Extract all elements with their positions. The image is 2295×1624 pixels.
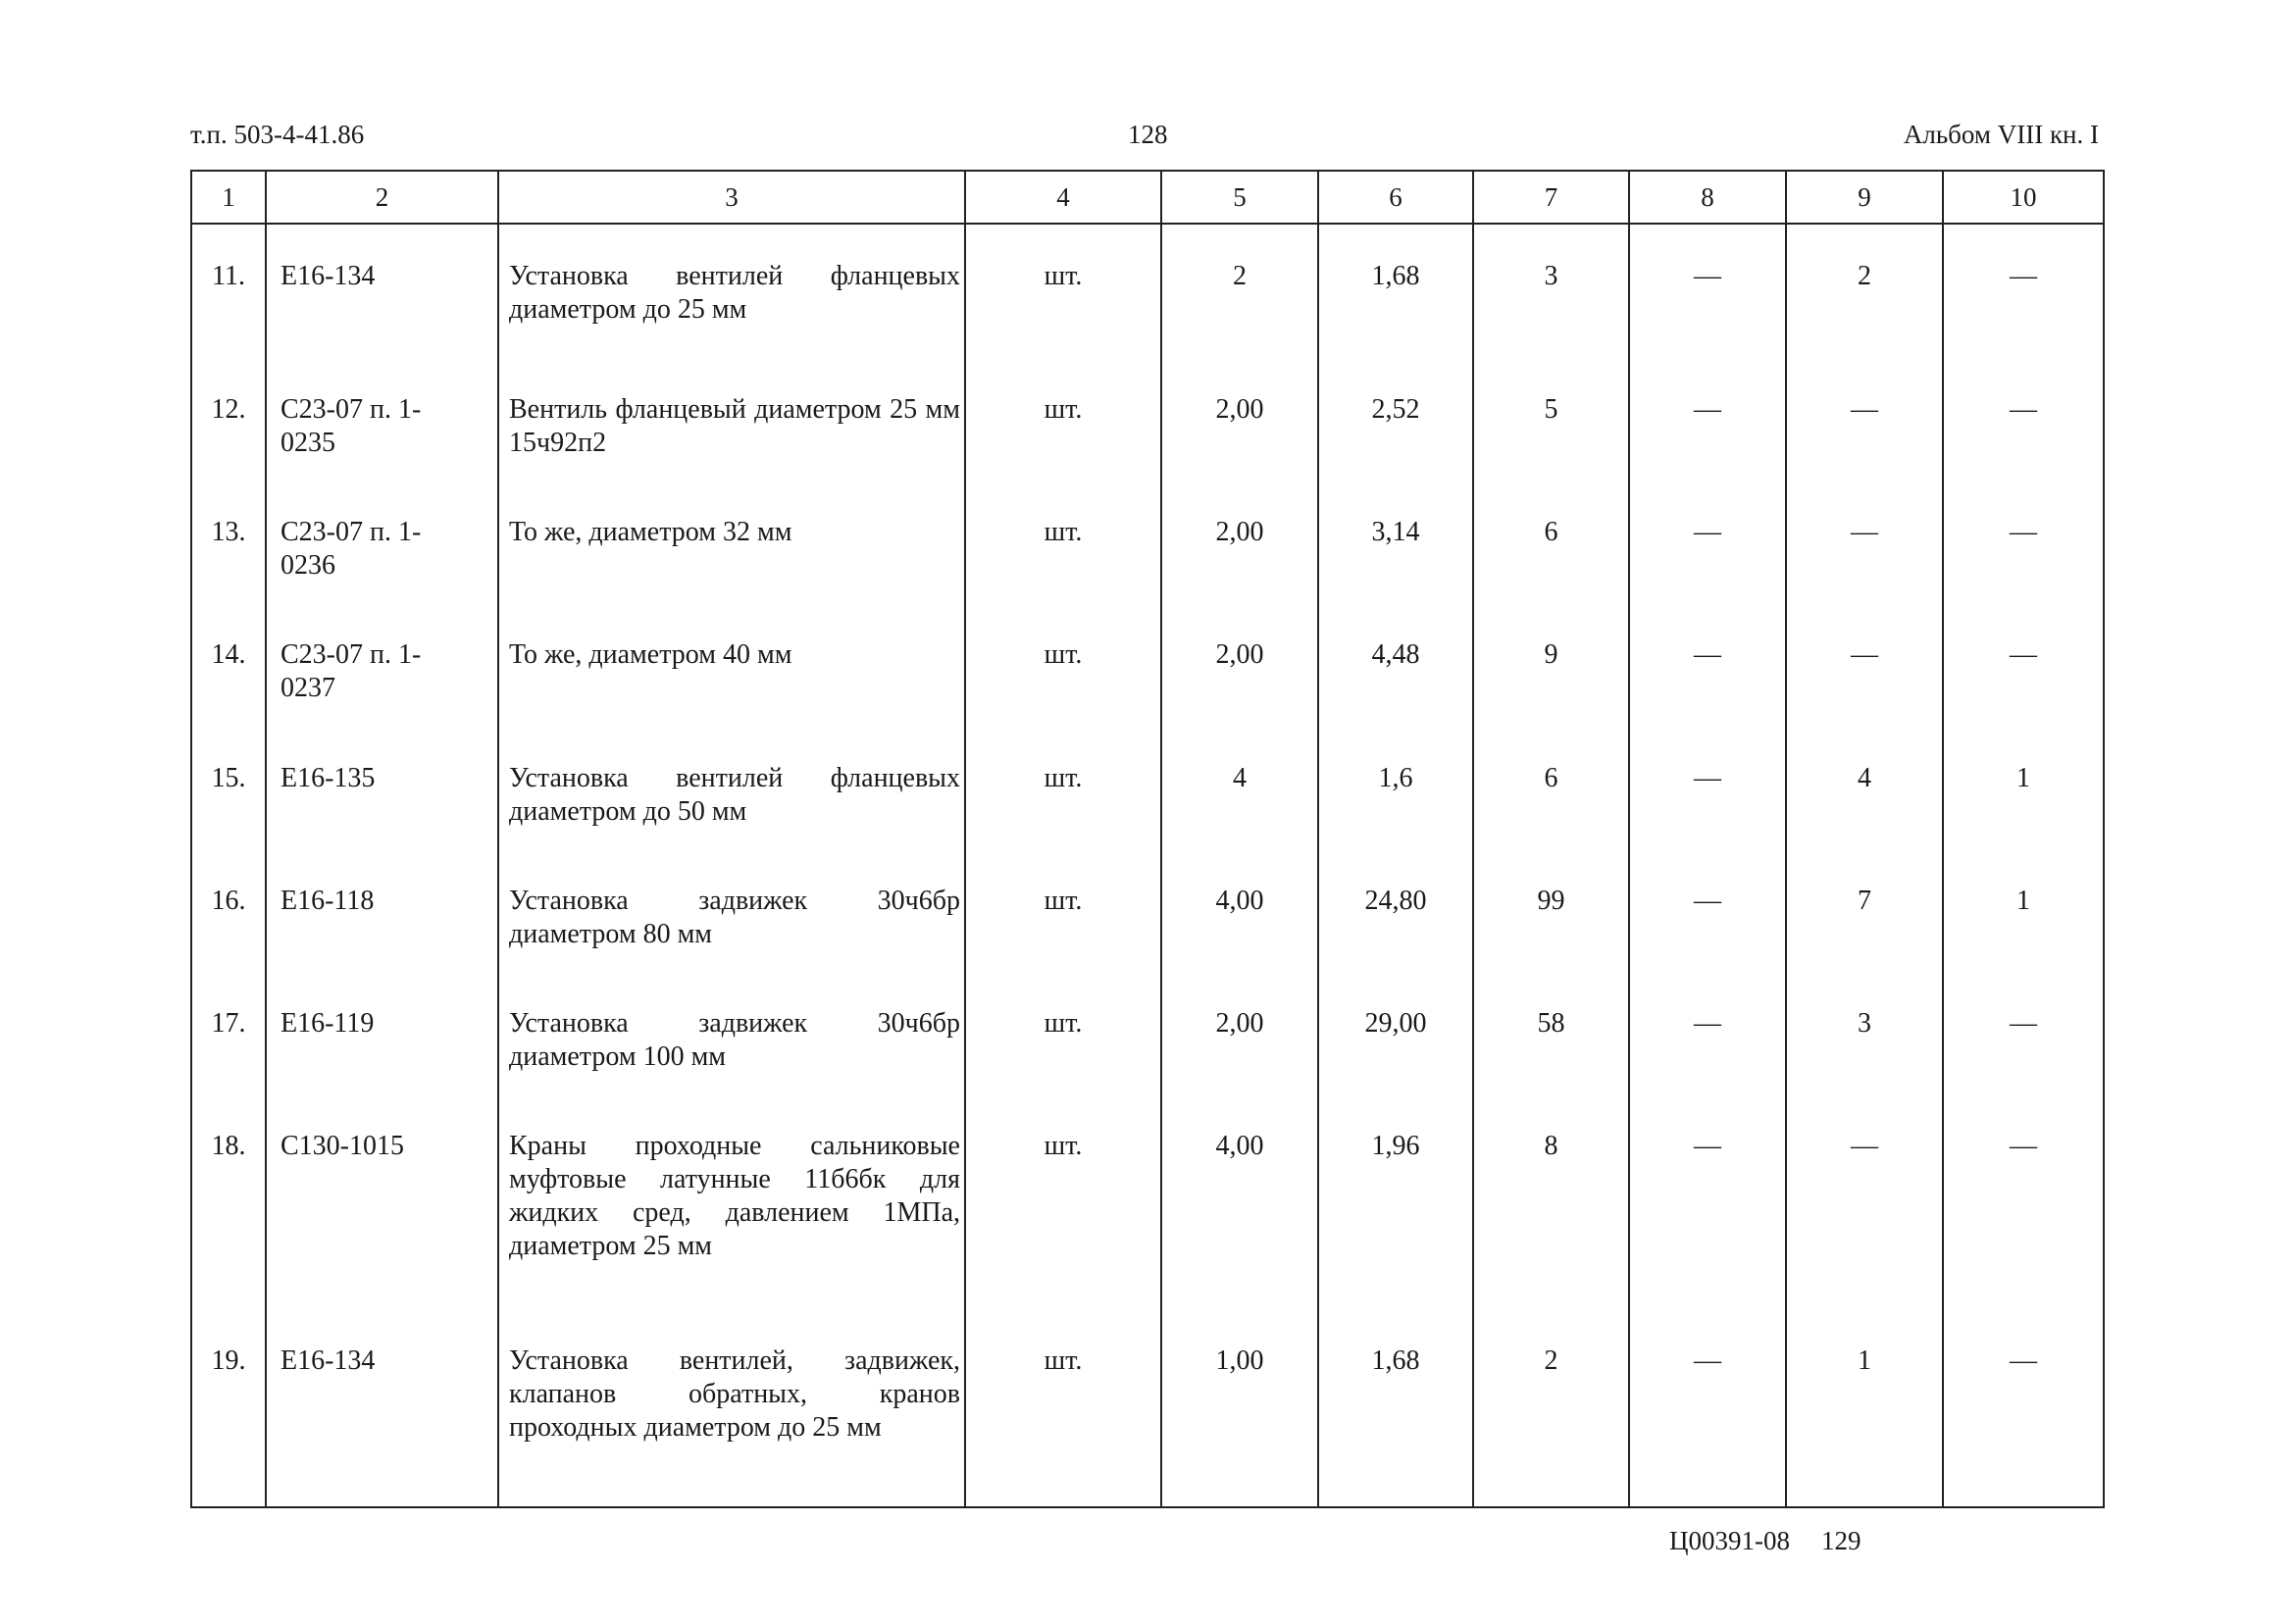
- row-number: 17.: [191, 999, 266, 1122]
- col7-cell: 6: [1473, 754, 1629, 877]
- col6-cell: 24,80: [1318, 877, 1473, 999]
- column-header: 6: [1318, 171, 1473, 224]
- col6-cell: 4,48: [1318, 631, 1473, 753]
- rate-code: С23-07 п. 1-0236: [266, 508, 498, 631]
- column-header: 8: [1629, 171, 1786, 224]
- unit-cell: шт.: [965, 754, 1161, 877]
- table-row: [191, 224, 2104, 385]
- col10-cell: —: [1943, 224, 2104, 385]
- col8-cell: —: [1629, 508, 1786, 631]
- rate-code: С23-07 п. 1-0235: [266, 385, 498, 508]
- column-header: 7: [1473, 171, 1629, 224]
- unit-cell: шт.: [965, 224, 1161, 385]
- table-filler-row: [191, 1506, 2104, 1507]
- column-header: 5: [1161, 171, 1318, 224]
- work-description: Вентиль фланцевый диаметром 25 мм 15ч92п2: [498, 385, 965, 508]
- col8-cell: —: [1629, 999, 1786, 1122]
- unit-cell: шт.: [965, 631, 1161, 753]
- col8-cell: —: [1629, 877, 1786, 999]
- col10-cell: —: [1943, 999, 2104, 1122]
- row-number: 15.: [191, 754, 266, 877]
- rate-code: Е16-119: [266, 999, 498, 1122]
- rate-code: С130-1015: [266, 1122, 498, 1338]
- empty-cell: [1629, 1506, 1786, 1507]
- column-header: 10: [1943, 171, 2104, 224]
- table-row: [191, 508, 2104, 631]
- col7-cell: 3: [1473, 224, 1629, 385]
- table-body: [191, 224, 2104, 1507]
- work-description: То же, диаметром 40 мм: [498, 631, 965, 753]
- col5-cell: 4,00: [1161, 877, 1318, 999]
- col5-cell: 2,00: [1161, 508, 1318, 631]
- col10-cell: —: [1943, 508, 2104, 631]
- col9-cell: 3: [1786, 999, 1943, 1122]
- row-number: 12.: [191, 385, 266, 508]
- work-description: Установка задвижек 30ч6бр диаметром 100 мм: [498, 999, 965, 1122]
- rate-code: Е16-118: [266, 877, 498, 999]
- col5-cell: 1,00: [1161, 1337, 1318, 1505]
- col6-cell: 29,00: [1318, 999, 1473, 1122]
- header-row: [191, 171, 2104, 224]
- column-header: 2: [266, 171, 498, 224]
- table-row: [191, 877, 2104, 999]
- unit-cell: шт.: [965, 1337, 1161, 1505]
- table-row: [191, 385, 2104, 508]
- empty-cell: [191, 1506, 266, 1507]
- col8-cell: —: [1629, 385, 1786, 508]
- column-header: 3: [498, 171, 965, 224]
- col9-cell: 2: [1786, 224, 1943, 385]
- col10-cell: —: [1943, 385, 2104, 508]
- empty-cell: [1473, 1506, 1629, 1507]
- table-row: [191, 754, 2104, 877]
- footer-document-code: Ц00391-08: [1669, 1526, 1790, 1555]
- work-description: Установка вентилей, задвижек, клапанов обратных, кранов проходных диаметром до 25 мм: [498, 1337, 965, 1505]
- row-number: 13.: [191, 508, 266, 631]
- footer-page-number: 129: [1821, 1526, 1862, 1555]
- col10-cell: —: [1943, 1122, 2104, 1338]
- table-header: [191, 171, 2104, 224]
- unit-cell: шт.: [965, 385, 1161, 508]
- col5-cell: 2,00: [1161, 999, 1318, 1122]
- table-row: [191, 631, 2104, 753]
- header-album: Альбом VIII кн. I: [1903, 120, 2099, 149]
- empty-cell: [965, 1506, 1161, 1507]
- unit-cell: шт.: [965, 999, 1161, 1122]
- rate-code: Е16-135: [266, 754, 498, 877]
- empty-cell: [1786, 1506, 1943, 1507]
- row-number: 11.: [191, 224, 266, 385]
- header-page-number: 128: [1128, 120, 1168, 149]
- col10-cell: 1: [1943, 754, 2104, 877]
- col7-cell: 58: [1473, 999, 1629, 1122]
- rate-code: Е16-134: [266, 1337, 498, 1505]
- col8-cell: —: [1629, 1122, 1786, 1338]
- specification-table: [190, 170, 2105, 1508]
- col6-cell: 3,14: [1318, 508, 1473, 631]
- header-project-code: т.п. 503-4-41.86: [190, 120, 365, 149]
- row-number: 18.: [191, 1122, 266, 1338]
- work-description: Установка вентилей фланцевых диаметром до 50 мм: [498, 754, 965, 877]
- col9-cell: —: [1786, 1122, 1943, 1338]
- col5-cell: 4,00: [1161, 1122, 1318, 1338]
- col10-cell: —: [1943, 631, 2104, 753]
- col9-cell: —: [1786, 631, 1943, 753]
- col8-cell: —: [1629, 754, 1786, 877]
- col7-cell: 2: [1473, 1337, 1629, 1505]
- page-footer: [1669, 1526, 1862, 1556]
- col10-cell: 1: [1943, 877, 2104, 999]
- col5-cell: 2,00: [1161, 631, 1318, 753]
- column-header: 4: [965, 171, 1161, 224]
- empty-cell: [1161, 1506, 1318, 1507]
- rate-code: С23-07 п. 1-0237: [266, 631, 498, 753]
- column-header: 1: [191, 171, 266, 224]
- column-header: 9: [1786, 171, 1943, 224]
- col8-cell: —: [1629, 631, 1786, 753]
- col7-cell: 6: [1473, 508, 1629, 631]
- col7-cell: 5: [1473, 385, 1629, 508]
- empty-cell: [1943, 1506, 2104, 1507]
- col10-cell: —: [1943, 1337, 2104, 1505]
- col8-cell: —: [1629, 224, 1786, 385]
- row-number: 14.: [191, 631, 266, 753]
- col6-cell: 1,68: [1318, 224, 1473, 385]
- row-number: 19.: [191, 1337, 266, 1505]
- work-description: Установка вентилей фланцевых диаметром до 25 мм: [498, 224, 965, 385]
- col9-cell: 4: [1786, 754, 1943, 877]
- unit-cell: шт.: [965, 508, 1161, 631]
- table-row: [191, 999, 2104, 1122]
- col6-cell: 1,68: [1318, 1337, 1473, 1505]
- table-row: [191, 1337, 2104, 1505]
- col9-cell: 7: [1786, 877, 1943, 999]
- table-row: [191, 1122, 2104, 1338]
- col6-cell: 1,96: [1318, 1122, 1473, 1338]
- empty-cell: [498, 1506, 965, 1507]
- col9-cell: 1: [1786, 1337, 1943, 1505]
- rate-code: Е16-134: [266, 224, 498, 385]
- col6-cell: 1,6: [1318, 754, 1473, 877]
- col9-cell: —: [1786, 508, 1943, 631]
- empty-cell: [1318, 1506, 1473, 1507]
- work-description: Установка задвижек 30ч6бр диаметром 80 мм: [498, 877, 965, 999]
- page-header: [190, 120, 2099, 159]
- col7-cell: 9: [1473, 631, 1629, 753]
- col5-cell: 2,00: [1161, 385, 1318, 508]
- col6-cell: 2,52: [1318, 385, 1473, 508]
- col5-cell: 2: [1161, 224, 1318, 385]
- work-description: То же, диаметром 32 мм: [498, 508, 965, 631]
- col7-cell: 8: [1473, 1122, 1629, 1338]
- empty-cell: [266, 1506, 498, 1507]
- row-number: 16.: [191, 877, 266, 999]
- col5-cell: 4: [1161, 754, 1318, 877]
- unit-cell: шт.: [965, 877, 1161, 999]
- col8-cell: —: [1629, 1337, 1786, 1505]
- work-description: Краны проходные сальниковые муфтовые латунные 11б6бк для жидких сред, давлением 1МПа, диаметром 25 мм: [498, 1122, 965, 1338]
- col7-cell: 99: [1473, 877, 1629, 999]
- col9-cell: —: [1786, 385, 1943, 508]
- unit-cell: шт.: [965, 1122, 1161, 1338]
